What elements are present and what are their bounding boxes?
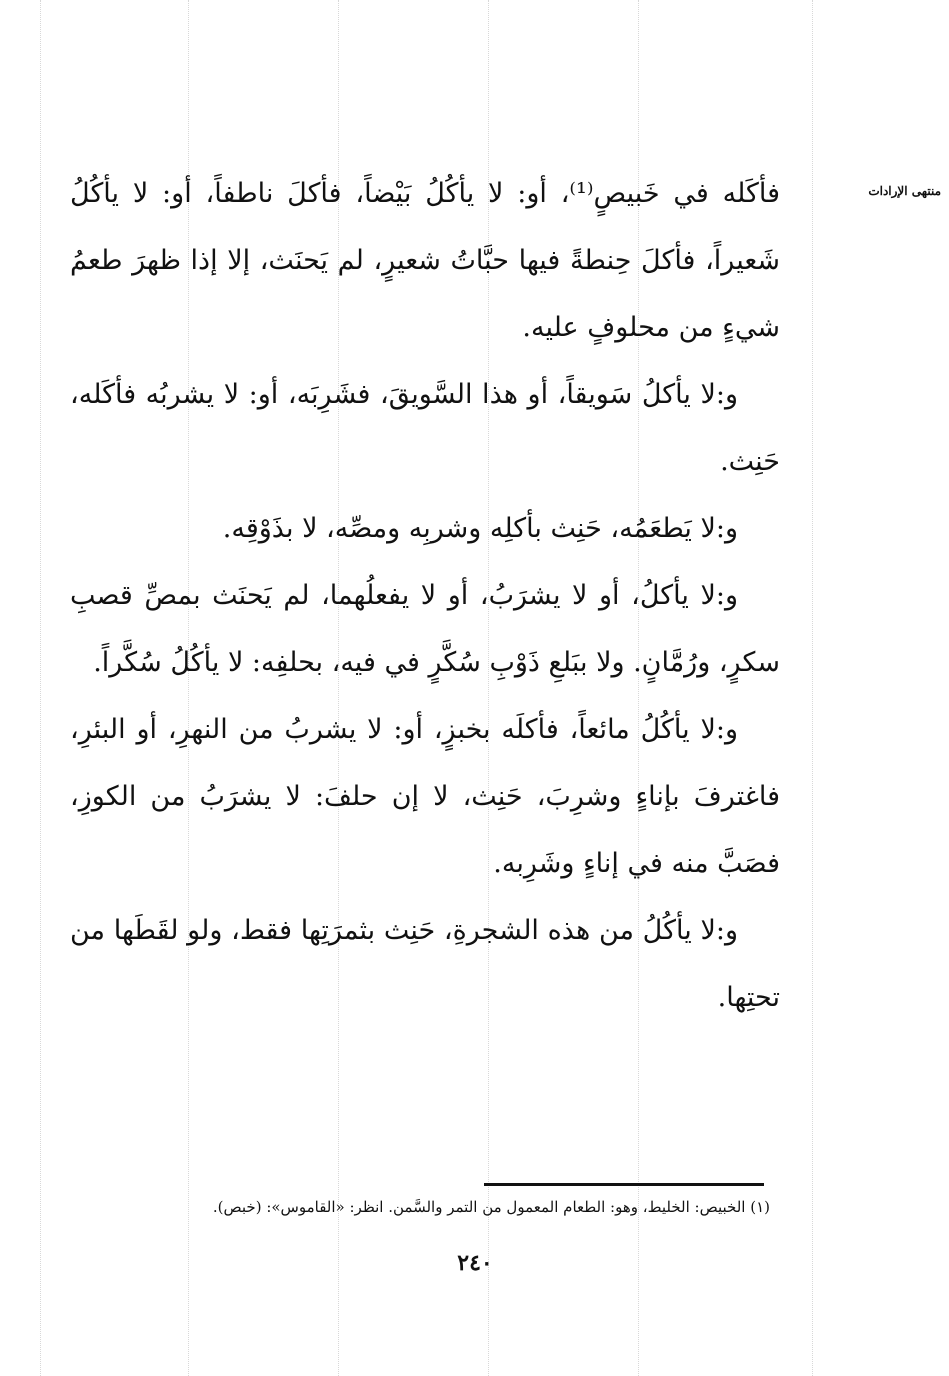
footnote-separator [484, 1183, 764, 1186]
scan-guide-line [40, 0, 41, 1376]
paragraph: و:لا يأكُلُ مائعاً، فأكلَه بخبزٍ، أو: لا يشربُ من النهرِ، أو البئرِ، فاغترفَ بإناءٍ وشرِبَ، حَنِث، لا إن حلفَ: لا يشرَبُ من الكوزِ، فصَبَّ منه في إناءٍ وشَرِبه. [70, 714, 780, 879]
paragraph: و:لا يأكُلُ من هذه الشجرةِ، حَنِث بثمرَتِها فقط، ولو لقَطَها من تحتِها. [70, 915, 780, 1013]
paragraph: و:لا يَطعَمُه، حَنِث بأكلِه وشربِه ومصِّه، لا بذَوْقِه. [222, 513, 738, 544]
paragraph: فأكَله في خَبيصٍ⁽¹⁾، أو: لا يأكُلُ بَيْضاً، فأكلَ ناطفاً، أو: لا يأكُلُ شَعيراً، فأكلَ حِنطةً فيها حبَّاتُ شعيرٍ، لم يَحنَث، إلا إذا ظهرَ طعمُ شيءٍ من محلوفٍ عليه. [70, 178, 780, 343]
footnote: (١) الخبيص: الخليط، وهو: الطعام المعمول من التمر والسَّمن. انظر: «القاموس»: (خبص). [212, 1198, 770, 1216]
running-header: منتهى الإرادات [868, 184, 941, 198]
main-text [70, 160, 780, 1031]
page-number: ٢٤٠ [457, 1250, 493, 1276]
paragraph: و:لا يأكلُ، أو لا يشرَبُ، أو لا يفعلُهما، لم يَحنَث بمصِّ قصبِ سكرٍ، ورُمَّانٍ. ولا ببَلعِ ذَوْبِ سُكَّرٍ في فيه، بحلفِه: لا يأكُلُ سُكَّراً. [70, 580, 780, 678]
scan-guide-line [812, 0, 813, 1376]
paragraph: و:لا يأكلُ سَويقاً، أو هذا السَّويقَ، فشَرِبَه، أو: لا يشربُه فأكَله، حَنِث. [70, 379, 780, 477]
